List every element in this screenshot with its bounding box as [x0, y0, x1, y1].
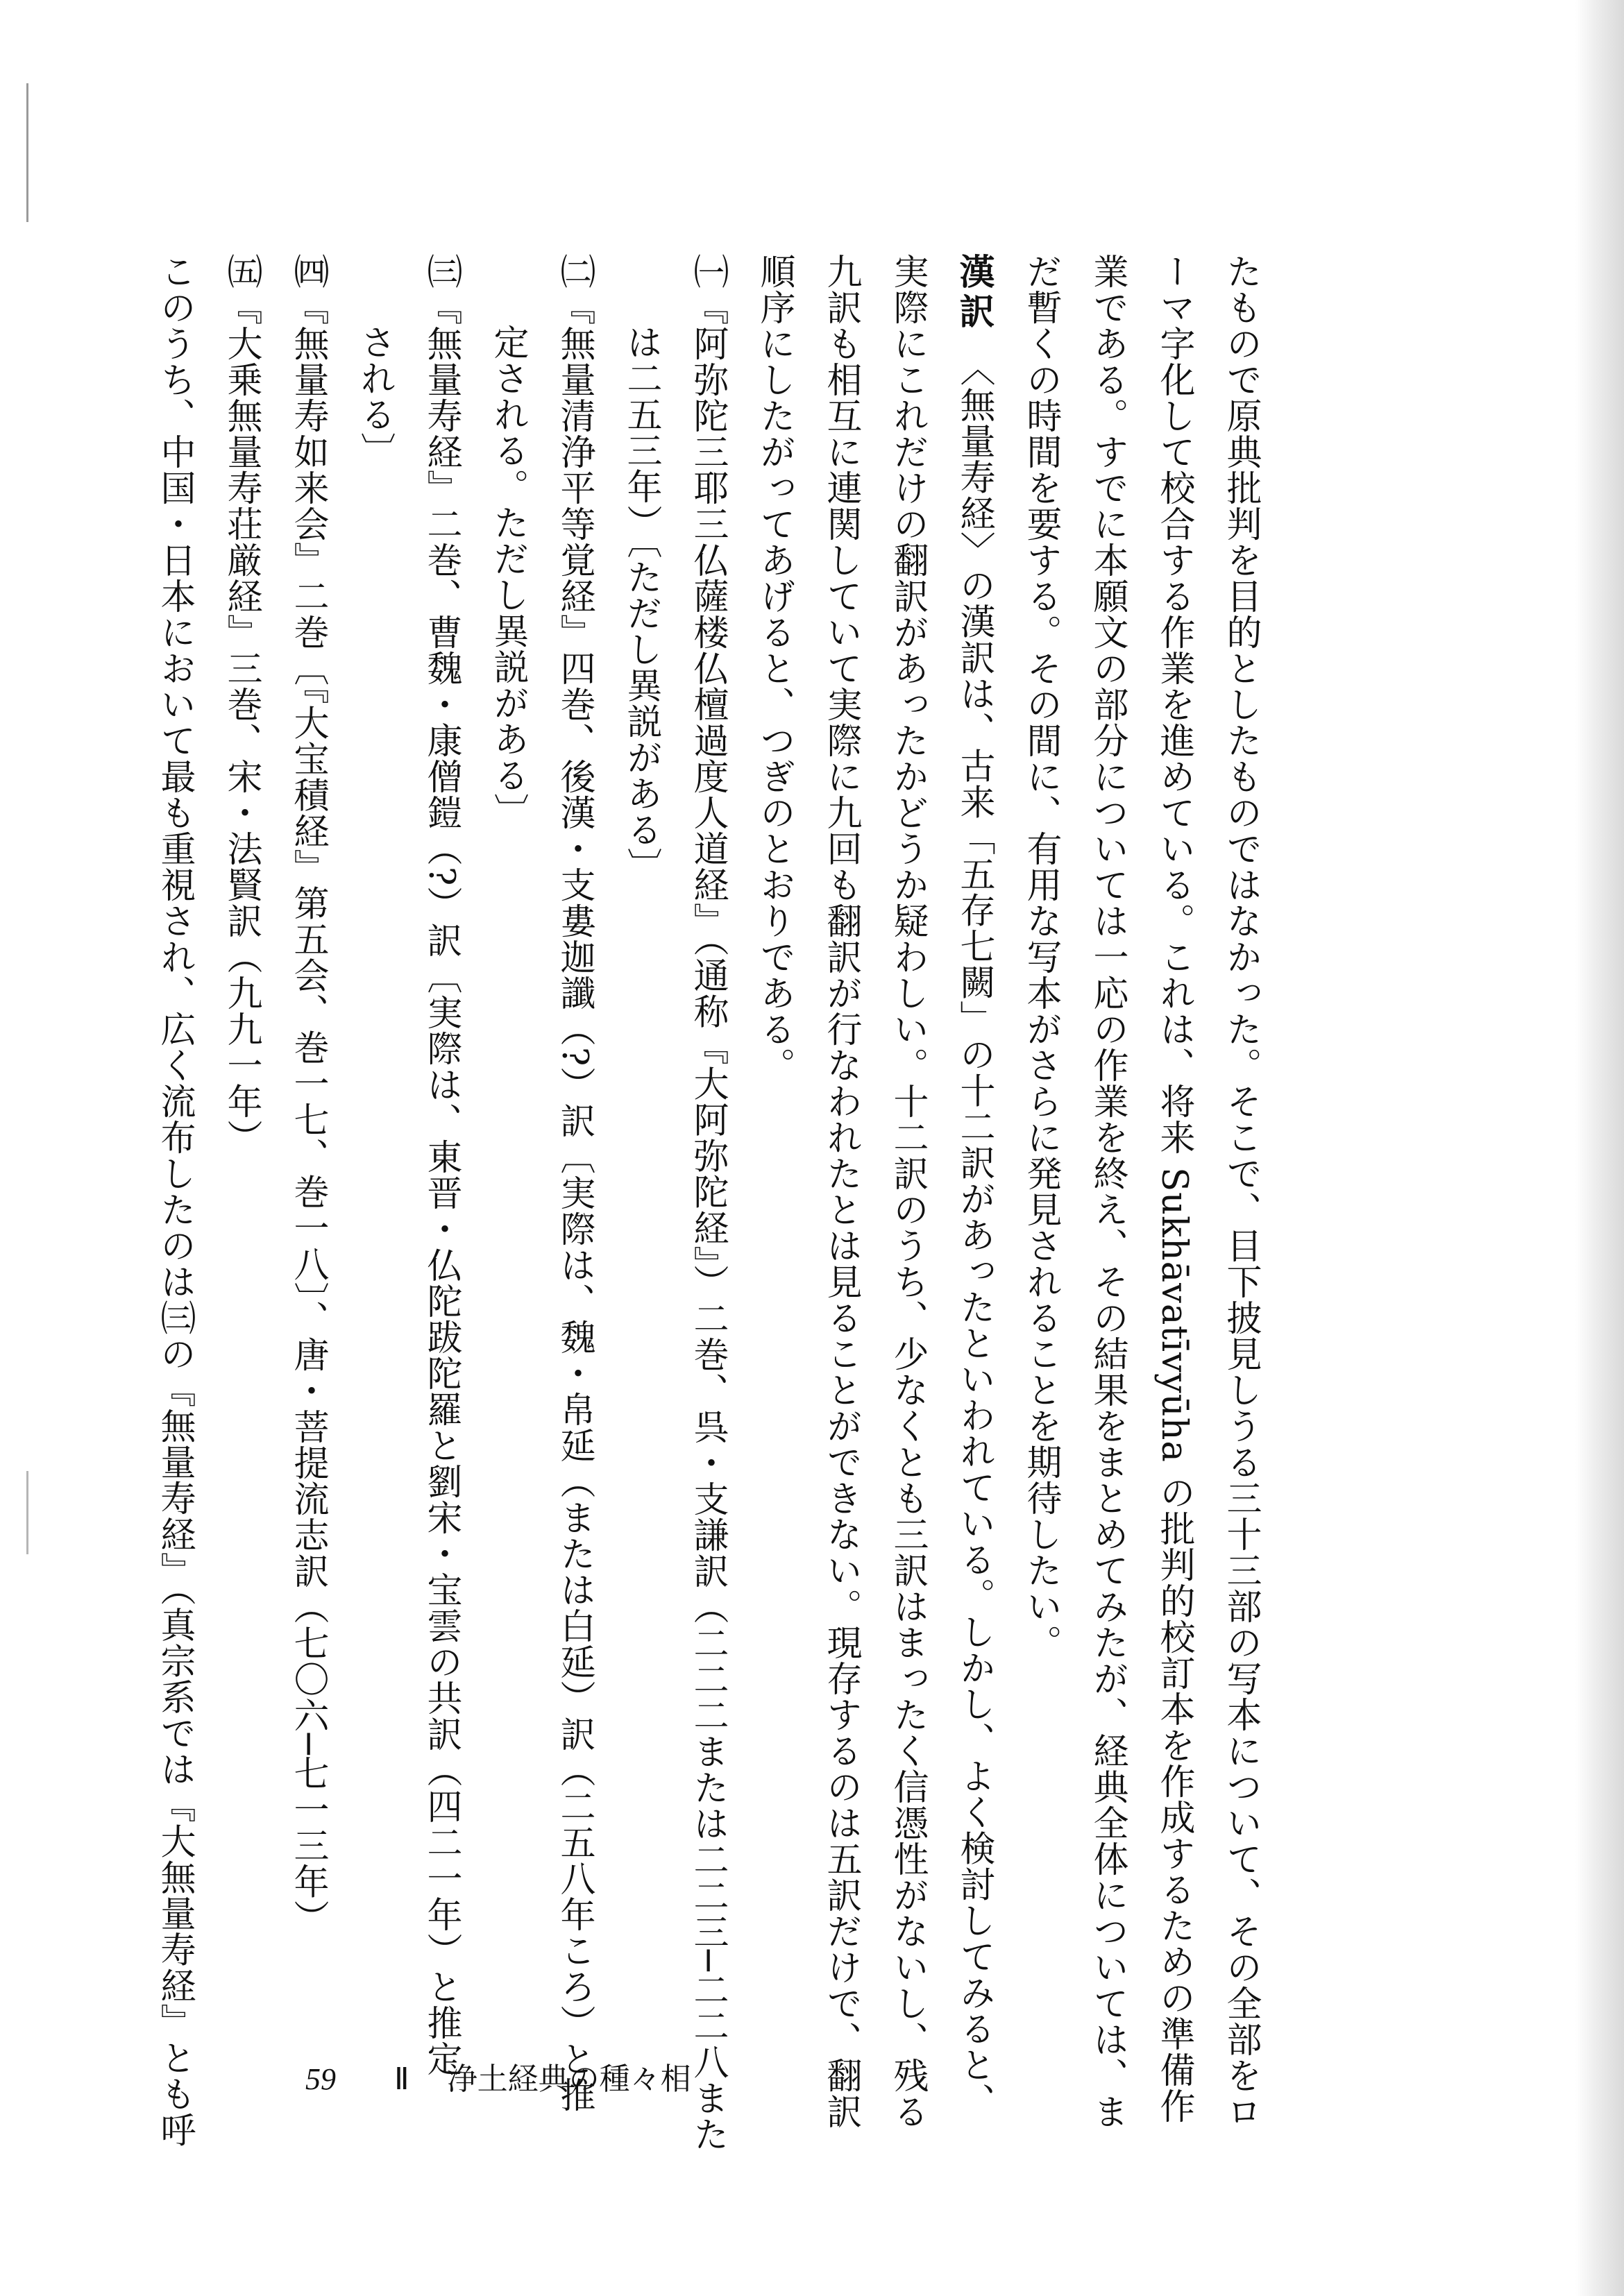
- scan-mark: [26, 83, 28, 222]
- translation-item-continued: 定される。ただし異説がある〕: [487, 324, 528, 829]
- text-line: ーマ字化して校合する作業を進めている。これは、将来 Sukhāvatīvyūha の批判的校訂本を作成するための準備作: [1153, 253, 1194, 2125]
- page-footer: [305, 2055, 930, 2104]
- translation-item: ㈣『無量寿如来会』二巻〔『大宝積経』第五会、巻一七、巻一八〕、唐・菩提流志訳（七〇六─七一三年）: [287, 253, 328, 1936]
- text-line: 順序にしたがってあげると、つぎのとおりである。: [754, 253, 795, 1083]
- translation-item-continued: される〕: [354, 324, 395, 468]
- section-heading: 漢訳: [953, 253, 995, 332]
- translation-item: ㈡『無量清浄平等覚経』四巻、後漢・支婁迦讖（?）訳〔実際は、魏・帛延（または白延）訳（二五八年ころ）と推: [554, 253, 595, 2114]
- text-line: だ暫くの時間を要する。その間に、有用な写本がさらに発見されることを期待したい。: [1020, 253, 1061, 1660]
- scan-mark: [26, 1471, 28, 1554]
- page-edge-shadow: [1575, 0, 1624, 2296]
- translation-item: ㈠『阿弥陀三耶三仏薩楼仏檀過度人道経』（通称『大阿弥陀経』）二巻、呉・支謙訳（二二二または二二三─二二八また: [687, 253, 728, 2152]
- page-number: 59: [305, 2062, 336, 2096]
- text-line: たもので原典批判を目的としたものではなかった。そこで、目下披見しうる三十三部の写本について、その全部をロ: [1220, 253, 1261, 2129]
- section-text: 〈無量寿経〉の漢訳は、古来「五存七闕」の十二訳があったといわれている。しかし、よく検討してみると、: [954, 368, 995, 2119]
- text-line: 実際にこれだけの翻訳があったかどうか疑わしい。十二訳のうち、少なくとも三訳はまったく信憑性がないし、残る: [887, 253, 928, 2129]
- text-line: 業である。すでに本願文の部分については一応の作業を終え、その結果をまとめてみたが、経典全体については、ま: [1087, 253, 1128, 2129]
- part-number: Ⅱ: [394, 2062, 409, 2096]
- text-line: このうち、中国・日本において最も重視され、広く流布したのは㈢の『無量寿経』（真宗系では『大無量寿経』とも呼: [154, 253, 195, 2148]
- section-first-line: [940, 253, 1007, 2119]
- translation-item: ㈤『大乗無量寿荘厳経』三巻、宋・法賢訳（九九一年）: [221, 253, 262, 1155]
- translation-item: ㈢『無量寿経』二巻、曹魏・康僧鎧（?）訳〔実際は、東晋・仏陀跋陀羅と劉宋・宝雲の共訳（四二一年）と推定: [421, 253, 462, 2077]
- chapter-title: 浄土経典の種々相: [446, 2061, 691, 2097]
- translation-item-continued: は二五三年）〔ただし異説がある〕: [620, 324, 661, 884]
- text-line: 九訳も相互に連関していて実際に九回も翻訳が行なわれたとは見ることができない。現存するのは五訳だけで、翻訳: [820, 253, 861, 2129]
